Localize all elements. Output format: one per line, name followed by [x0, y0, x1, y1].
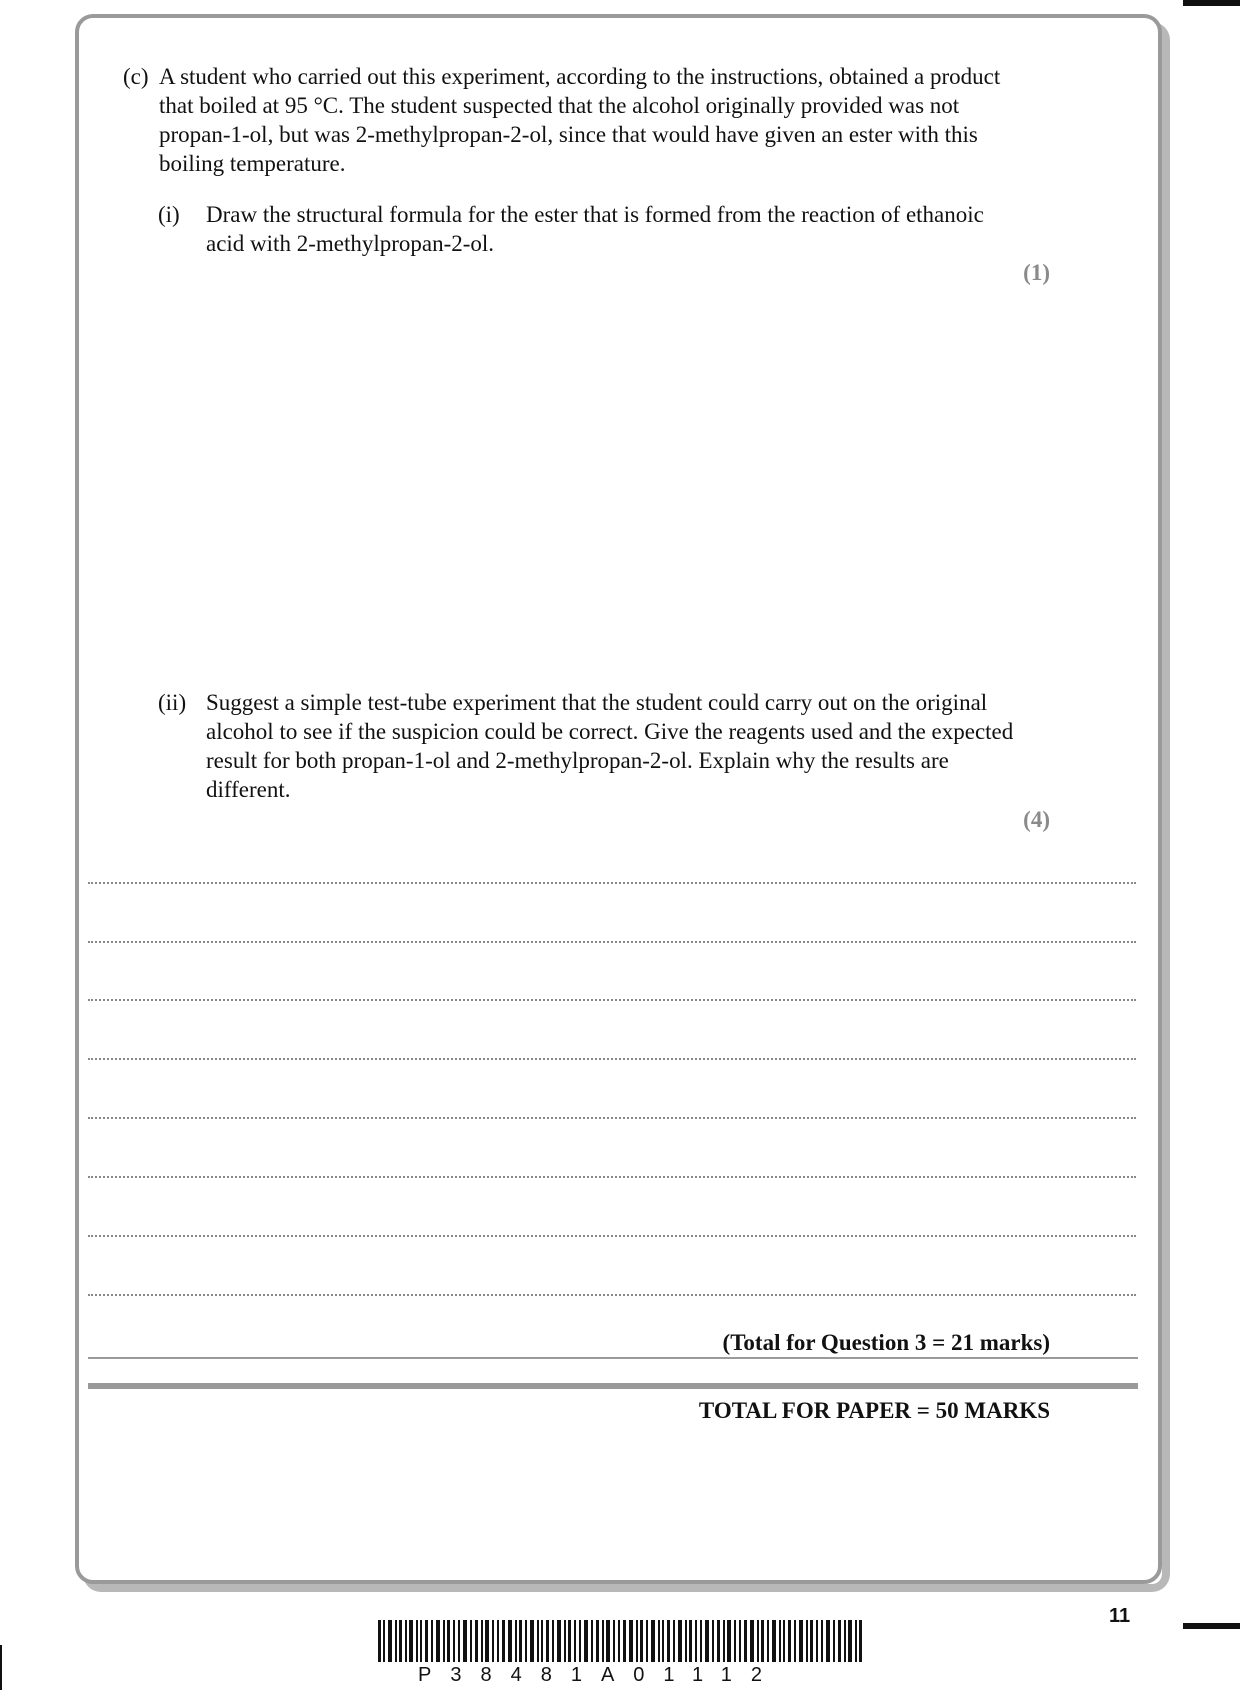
drawing-area[interactable]: [120, 300, 1040, 670]
part-ii-marks: (4): [1023, 807, 1050, 832]
barcode-number: P38481A01112: [418, 1664, 781, 1686]
answer-line[interactable]: [88, 1117, 1136, 1119]
part-ii-label: (ii): [158, 690, 187, 715]
total-for-question: (Total for Question 3 = 21 marks): [722, 1330, 1050, 1355]
part-ii-text: Suggest a simple test-tube experiment that the student could carry out on the original alcohol to see if the suspicion could be correct. Give the reagents used and the expected result for both propan-1-ol and 2-methylpropan-2-ol. Explain why the results are different.: [206, 690, 1014, 802]
question-c: [123, 62, 1023, 178]
crop-mark-top: [1183, 0, 1240, 6]
answer-line[interactable]: [88, 941, 1136, 943]
part-i-text: Draw the structural formula for the ester that is formed from the reaction of ethanoic acid with 2-methylpropan-2-ol.: [206, 202, 984, 256]
part-i-label: (i): [158, 202, 180, 227]
question-c-text: A student who carried out this experiment, according to the instructions, obtained a product that boiled at 95 °C. The student suspected that the alcohol originally provided was not propan-1-ol, but was 2-methylpropan-2-ol, since that would have given an ester with this boiling temperature.: [159, 64, 1001, 176]
answer-line[interactable]: [88, 1058, 1136, 1060]
answer-line[interactable]: [88, 882, 1136, 884]
answer-line[interactable]: [88, 999, 1136, 1001]
divider-thick: [88, 1383, 1138, 1389]
answer-line[interactable]: [88, 1235, 1136, 1237]
barcode-icon: [378, 1620, 863, 1662]
answer-line[interactable]: [88, 1176, 1136, 1178]
question-c-label: (c): [123, 64, 149, 89]
divider-thin: [88, 1357, 1138, 1359]
total-for-paper: TOTAL FOR PAPER = 50 MARKS: [698, 1398, 1050, 1423]
part-i-marks: (1): [1023, 260, 1050, 285]
page-number: 11: [1109, 1605, 1131, 1627]
part-ii: [158, 688, 1028, 804]
answer-line[interactable]: [88, 1294, 1136, 1296]
part-i: [158, 200, 1028, 258]
crop-mark-bottom: [1183, 1623, 1240, 1629]
crop-mark-left: [0, 1645, 2, 1690]
